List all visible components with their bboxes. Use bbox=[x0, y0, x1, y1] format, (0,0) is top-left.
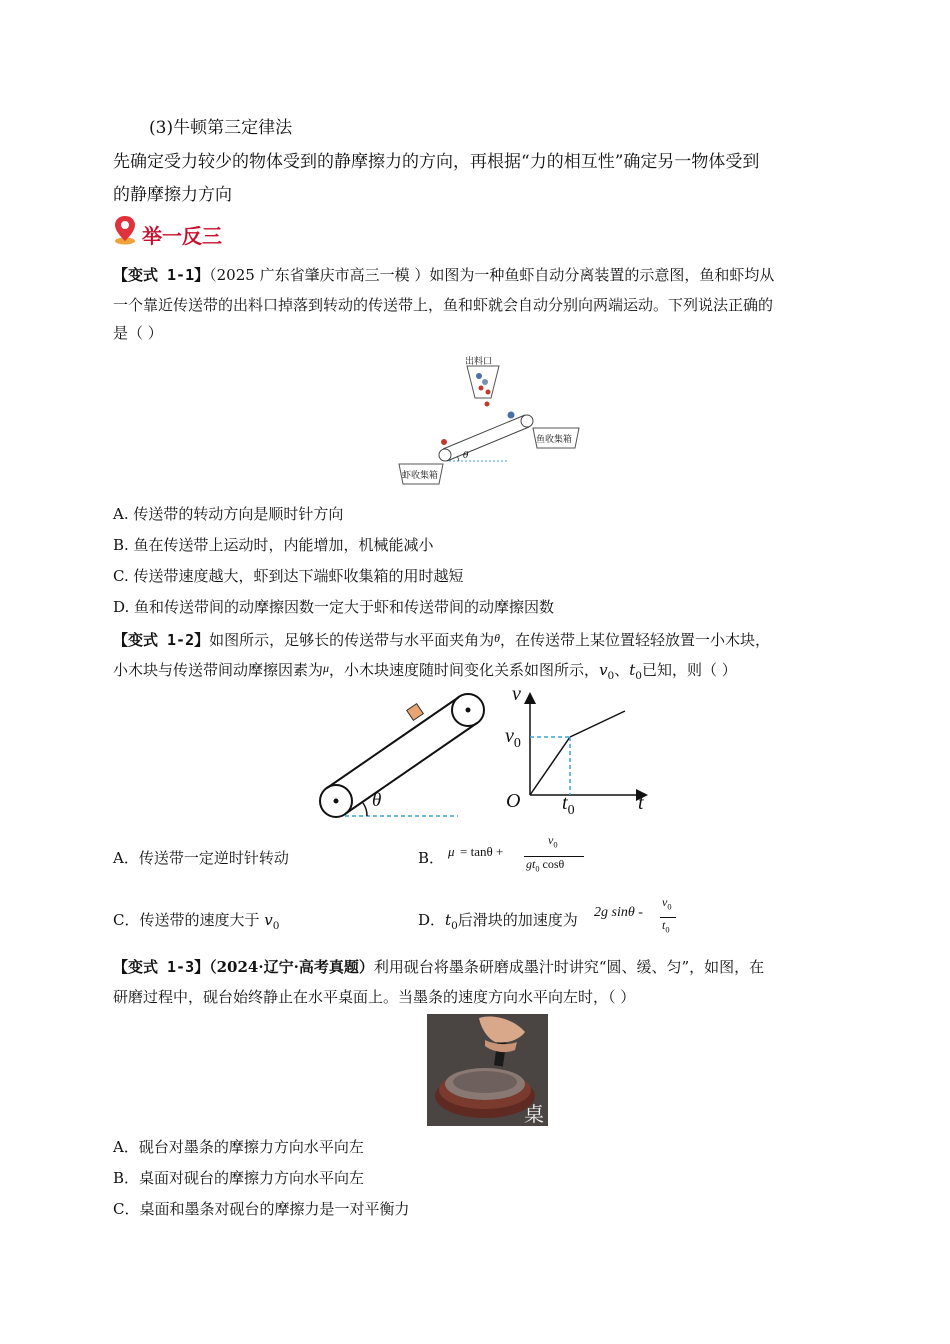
fish-drop-dot bbox=[476, 373, 482, 379]
q2-b-num: v bbox=[548, 833, 554, 847]
method-body-line2: 的静摩擦力方向 bbox=[113, 185, 232, 205]
q2-t0-sub: 0 bbox=[635, 670, 642, 682]
q2-option-d bbox=[418, 909, 578, 937]
q2-b-num-sub: 0 bbox=[553, 840, 558, 850]
q3-option-a: A．砚台对墨条的摩擦力方向水平向左 bbox=[113, 1138, 364, 1156]
q3-stem-line2: 研磨过程中，砚台始终静止在水平桌面上。当墨条的速度方向水平向左时，（ ） bbox=[113, 988, 636, 1006]
q2-option-d-text: 后滑块的加速度为 bbox=[457, 911, 578, 929]
fish-box-label: 鱼收集箱 bbox=[536, 435, 573, 445]
q1-option-d: D. 鱼和传送带间的动摩擦因数一定大于虾和传送带间的动摩擦因数 bbox=[113, 598, 555, 616]
q2-stem-e: 已知，则（ ） bbox=[641, 661, 737, 679]
q2-b-eq: = tanθ + bbox=[460, 844, 504, 859]
q3-stem-text1: 利用砚台将墨条研磨成墨汁时讲究“圆、缓、匀”，如图，在 bbox=[373, 958, 765, 976]
q2-stem-line2 bbox=[113, 657, 737, 687]
graph-v-label: v bbox=[512, 683, 521, 705]
q2-option-c bbox=[113, 909, 279, 937]
location-pin-icon bbox=[113, 214, 141, 246]
q2-stem-line1 bbox=[113, 627, 770, 651]
q1-conveyor-figure bbox=[395, 352, 585, 492]
q3-option-c: C．桌面和墨条对砚台的摩擦力是一对平衡力 bbox=[113, 1200, 410, 1218]
q2-option-c-text: C．传送带的速度大于 bbox=[113, 911, 265, 929]
q2-option-b bbox=[418, 847, 444, 869]
graph-origin-label: O bbox=[506, 790, 521, 812]
q1-stem-line1 bbox=[113, 264, 774, 286]
q2-t0: t bbox=[629, 661, 636, 679]
graph-v0-tick: v bbox=[505, 725, 514, 747]
q2-option-b-formula bbox=[448, 833, 598, 879]
q2-stem-b: ，在传送带上某位置轻轻放置一小木块， bbox=[500, 631, 771, 649]
q2-d-num-sub: 0 bbox=[667, 902, 672, 912]
q2-stem-c: 小木块与传送带间动摩擦因素为 bbox=[113, 661, 324, 679]
q1-angle-label: θ bbox=[463, 451, 469, 461]
q1-label: 【变式 1-1】 bbox=[113, 266, 210, 284]
vt-segment-1 bbox=[530, 737, 570, 795]
q2-b-mu: μ bbox=[448, 844, 455, 859]
q1-option-c: C. 传送带速度越大，虾到达下端虾收集箱的用时越短 bbox=[113, 567, 464, 585]
q2-d-expr: 2g sinθ - bbox=[594, 905, 643, 920]
outlet-label: 出料口 bbox=[465, 357, 493, 367]
q2-stem-a: 如图所示，足够长的传送带与水平面夹角为 bbox=[209, 631, 495, 649]
q1-option-b: B. 鱼在传送带上运动时，内能增加，机械能减小 bbox=[113, 536, 434, 554]
q2-v0-sub: 0 bbox=[607, 670, 615, 682]
q2-b-den-tail: cosθ bbox=[539, 857, 565, 871]
q2-sep: 、 bbox=[614, 661, 630, 679]
q1-stem-line3: 是（ ） bbox=[113, 324, 163, 342]
graph-t-label: t bbox=[638, 792, 644, 814]
q2-b-den: gt bbox=[526, 857, 536, 871]
q2-d-den: t bbox=[662, 918, 666, 932]
q1-stem-text1: 如图为一种鱼虾自动分离装置的示意图，鱼和虾均从 bbox=[429, 266, 775, 284]
q2-stem-d: ，小木块速度随时间变化关系如图所示， bbox=[329, 661, 600, 679]
q2-option-b-label: B． bbox=[418, 849, 445, 867]
method-subheading: (3)牛顿第三定律法 bbox=[149, 118, 293, 138]
graph-v0-label bbox=[505, 725, 521, 752]
section-title: 举一反三 bbox=[142, 224, 222, 248]
q2-option-d-label: D． bbox=[418, 911, 446, 929]
q2-label: 【变式 1-2】 bbox=[113, 631, 210, 649]
q2-d-num: v bbox=[662, 895, 668, 909]
graph-t0-sub: 0 bbox=[567, 803, 575, 818]
vt-segment-2 bbox=[570, 711, 625, 737]
q3-label: 【变式 1-3】 bbox=[113, 958, 210, 976]
q2-v0: v bbox=[599, 661, 608, 679]
q1-stem-line2: 一个靠近传送带的出料口掉落到转动的传送带上，鱼和虾就会自动分别向两端运动。下列说法正确的 bbox=[113, 296, 774, 314]
shrimp-box-label: 虾收集箱 bbox=[402, 471, 439, 481]
graph-t0-tick: t bbox=[562, 792, 568, 814]
q2-mu: μ bbox=[323, 661, 330, 675]
photo-desk-label: 桌 bbox=[524, 1102, 544, 1126]
q2-figure-theta: θ bbox=[372, 790, 382, 811]
q2-b-den-sub: 0 bbox=[535, 864, 540, 874]
inkstone-photo bbox=[427, 1014, 548, 1126]
graph-t0-label bbox=[562, 792, 575, 819]
method-body-line1: 先确定受力较少的物体受到的静摩擦力的方向，再根据“力的相互性”确定另一物体受到 bbox=[113, 152, 760, 172]
q2-theta: θ bbox=[494, 631, 501, 645]
q2-option-a: A．传送带一定逆时针转动 bbox=[113, 849, 289, 867]
q3-source: （2024·辽宁·高考真题） bbox=[209, 958, 374, 976]
q2-conveyor-figure bbox=[315, 688, 490, 823]
q2-vt-graph bbox=[500, 685, 660, 825]
graph-v0-sub: 0 bbox=[513, 736, 521, 751]
wood-block bbox=[407, 704, 424, 721]
q2-option-d-t: t bbox=[445, 911, 452, 929]
q3-option-b: B．桌面对砚台的摩擦力方向水平向左 bbox=[113, 1169, 365, 1187]
q1-source: （2025 广东省肇庆市高三一模 ） bbox=[209, 266, 430, 284]
q3-stem-line1 bbox=[113, 956, 764, 978]
q1-option-a: A. 传送带的转动方向是顺时针方向 bbox=[113, 505, 344, 523]
q2-option-d-sub: 0 bbox=[451, 920, 458, 932]
q2-option-c-sub: 0 bbox=[272, 920, 280, 932]
q2-option-d-formula bbox=[594, 895, 694, 941]
q2-d-den-sub: 0 bbox=[665, 925, 670, 935]
q2-option-c-v: v bbox=[264, 911, 273, 929]
